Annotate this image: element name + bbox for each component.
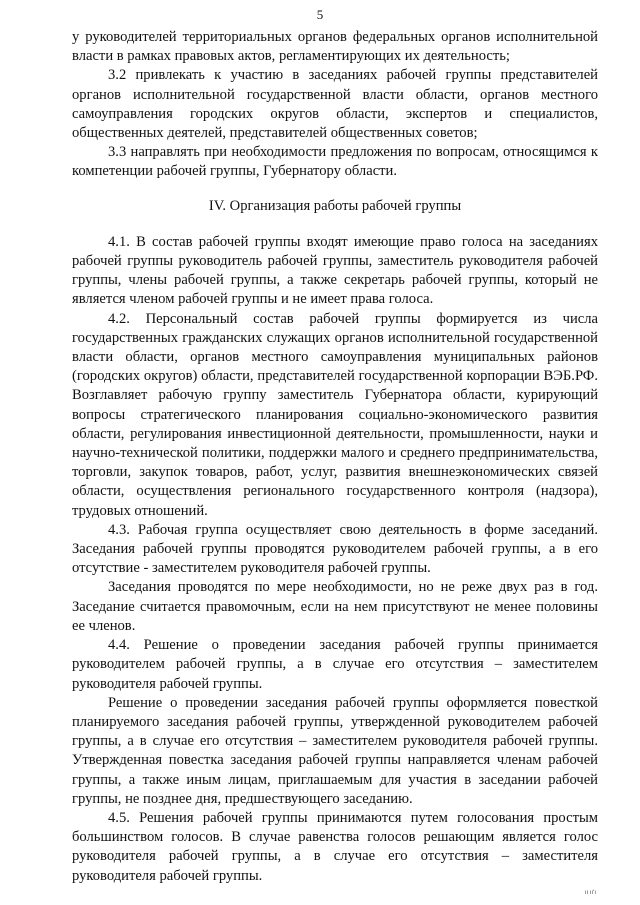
footer-mark: ıı ıı'ı	[584, 890, 596, 896]
document-body	[72, 28, 598, 886]
paragraph-3-2: 3.2 привлекать к участию в заседаниях рабочей группы представителей органов исполнительной государственной власти области, органов местного самоуправления городских округов области, экспертов и специалистов, общественных деятелей, представителей общественных советов;	[72, 67, 598, 142]
paragraph-continuation: у руководителей территориальных органов федеральных органов исполнительной власти в рамках правовых актов, регламентирующих их деятельность;	[72, 29, 598, 65]
paragraph-4-4: 4.4. Решение о проведении заседания рабочей группы принимается руководителем рабочей группы, а в случае его отсутствия – заместителем руководителя рабочей группы.	[72, 637, 598, 692]
paragraph-4-5: 4.5. Решения рабочей группы принимаются путем голосования простым большинством голосов. В случае равенства голосов решающим является голос руководителя рабочей группы, а в случае его отсутствия – заместителя руководителя рабочей группы.	[72, 809, 598, 884]
paragraph-4-2: 4.2. Персональный состав рабочей группы формируется из числа государственных гражданских служащих органов исполнительной государственной власти области, органов местного самоуправления муниципальных районов (городских округов) области, представителей государственной корпорации ВЭБ.РФ. Возглавляет рабочую группу заместитель Губернатора области, курирующий вопросы стратегического планирования социально-экономического развития области, регулирования инвестиционной деятельности, промышленности, науки и научно-технической политики, поддержки малого и среднего предпринимательства, торговли, закупок товаров, работ, услуг, развития внешнеэкономических связей области, осуществления регионального государственного контроля (надзора), трудовых отношений.	[72, 310, 598, 519]
paragraph-4-3: 4.3. Рабочая группа осуществляет свою деятельность в форме заседаний. Заседания рабочей группы проводятся руководителем рабочей группы, а в его отсутствие - заместителем руководителя рабочей группы.	[72, 521, 598, 577]
paragraph-4-1: 4.1. В состав рабочей группы входят имеющие право голоса на заседаниях рабочей группы руководитель рабочей группы, заместитель руководителя рабочей группы, члены рабочей группы, а также секретарь рабочей группы, который не является членом рабочей группы и не имеет права голоса.	[72, 233, 598, 308]
section-heading: IV. Организация работы рабочей группы	[208, 197, 462, 214]
paragraph-4-3-cont: Заседания проводятся по мере необходимости, но не реже двух раз в год. Заседание считается правомочным, если на нем присутствуют не менее половины ее членов.	[72, 579, 598, 634]
page-number: 5	[316, 7, 324, 22]
paragraph-4-4-cont: Решение о проведении заседания рабочей группы оформляется повесткой планируемого заседания рабочей группы, утвержденной руководителем рабочей группы, а в случае его отсутствия – заместителем руководителя рабочей группы. Утвержденная повестка заседания рабочей группы направляется членам рабочей группы, а также иным лицам, приглашаемым для участия в заседании рабочей группы, не позднее дня, предшествующего заседанию.	[72, 694, 598, 807]
paragraph-3-3: 3.3 направлять при необходимости предложения по вопросам, относящимся к компетенции рабочей группы, Губернатору области.	[72, 144, 598, 180]
